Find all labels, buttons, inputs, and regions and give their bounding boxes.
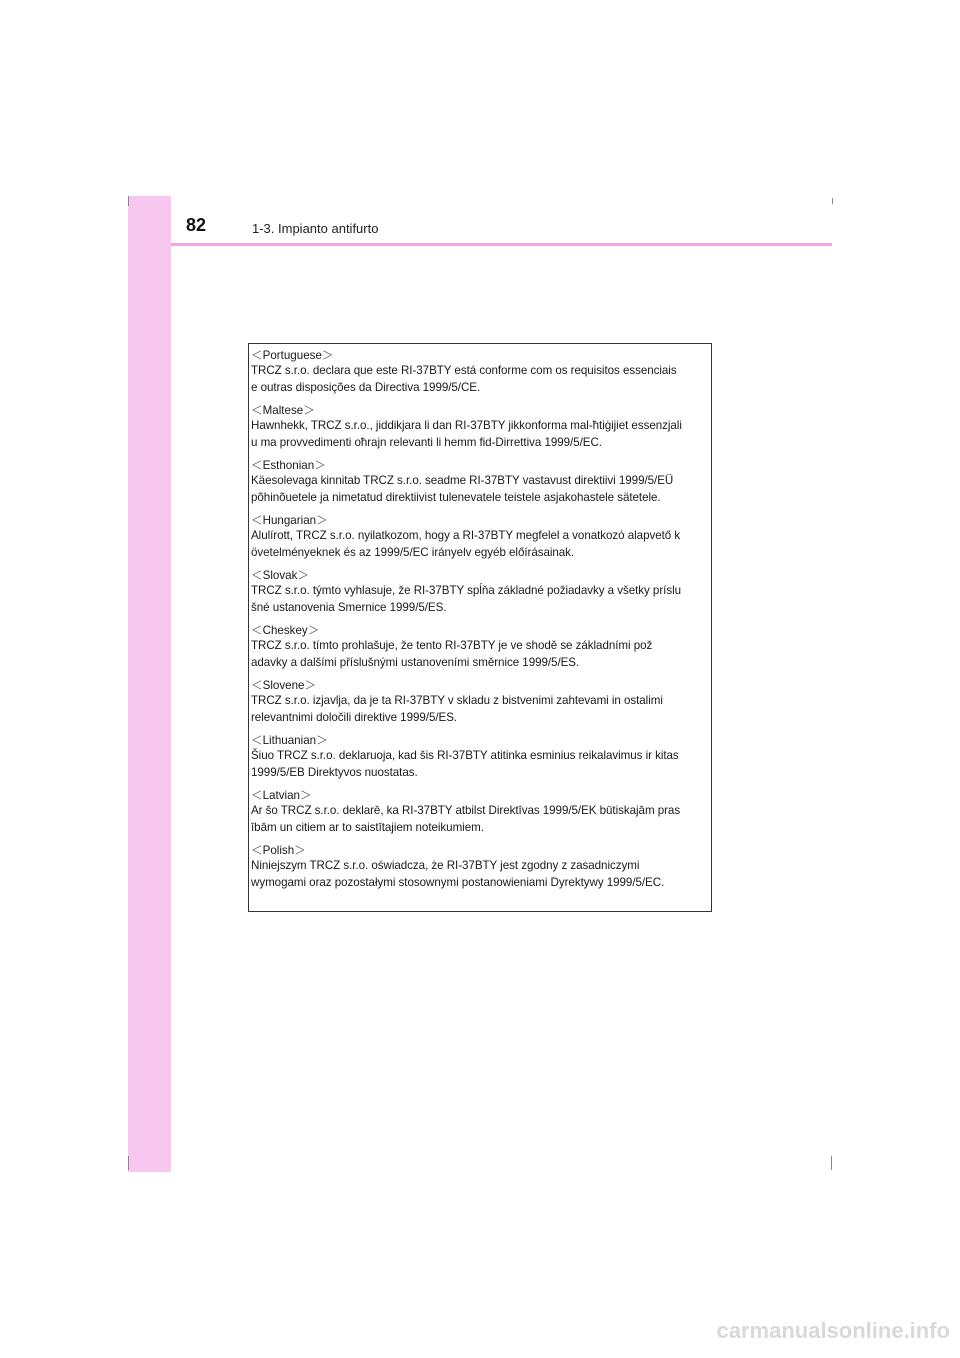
language-heading: ＜Polish＞ [251,844,306,857]
declaration-text: Niniejszym TRCZ s.r.o. oświadcza, że RI-37BTY jest zgodny z zasadniczymi wymogami oraz pozostałymi stosownymi postanowieniami Dyrektywy 1999/5/EC. [251,859,665,889]
language-heading: ＜Slovene＞ [251,679,317,692]
header-divider [171,243,832,246]
declaration-hungarian [251,513,711,561]
declaration-portuguese [251,348,711,396]
section-title: 1-3. Impianto antifurto [252,221,379,236]
declaration-text: Käesolevaga kinnitab TRCZ s.r.o. seadme RI-37BTY vastavust direktiivi 1999/5/EÜ põhinõuetele ja nimetatud direktiivist tulenevatele teistele asjakohastele sätetele. [251,474,674,504]
declaration-maltese [251,403,711,451]
declaration-latvian [251,788,711,836]
page-number: 82 [186,215,207,235]
crop-mark-top-left [128,196,129,206]
declaration-esthonian [251,458,711,506]
language-heading: ＜Lithuanian＞ [251,734,328,747]
section-side-band [128,196,171,1172]
language-heading: ＜Slovak＞ [251,569,309,582]
crop-mark-top-right [832,198,833,204]
declaration-box [248,343,712,912]
crop-mark-bottom-left [128,1156,129,1170]
language-heading: ＜Hungarian＞ [251,514,328,527]
language-heading: ＜Esthonian＞ [251,459,326,472]
crop-mark-bottom-right [831,1156,832,1170]
declaration-slovak [251,568,711,616]
declaration-lithuanian [251,733,711,781]
declaration-text: TRCZ s.r.o. tímto prohlašuje, že tento RI-37BTY je ve shodě se základními pož adavky a dalšími příslušnými ustanoveními směrnice 1999/5/ES. [251,639,653,669]
declaration-text: TRCZ s.r.o. týmto vyhlasuje, že RI-37BTY spĺňa základné požiadavky a všetky príslu šné ustanovenia Smernice 1999/5/ES. [251,584,681,614]
declaration-text: Alulírott, TRCZ s.r.o. nyilatkozom, hogy a RI-37BTY megfelel a vonatkozó alapvető k övetelményeknek és az 1999/5/EC irányelv egyéb előírásainak. [251,529,681,559]
language-heading: ＜Latvian＞ [251,789,312,802]
language-heading: ＜Cheskey＞ [251,624,320,637]
declaration-text: TRCZ s.r.o. declara que este RI-37BTY está conforme com os requisitos essenciais e outras disposições da Directiva 1999/5/CE. [251,364,677,394]
declaration-text: Šiuo TRCZ s.r.o. deklaruoja, kad šis RI-37BTY atitinka esminius reikalavimus ir kitas 1999/5/EB Direktyvos nuostatas. [251,749,679,779]
declaration-polish [251,843,711,891]
declaration-slovene [251,678,711,726]
watermark: carmanualsonline.info [716,1318,950,1343]
declaration-text: Hawnhekk, TRCZ s.r.o., jiddikjara li dan RI-37BTY jikkonforma mal-ħtiġijiet essenzjali u ma provvedimenti oħrajn relevanti li hemm fid-Dirrettiva 1999/5/EC. [251,419,682,449]
declaration-text: Ar šo TRCZ s.r.o. deklarē, ka RI-37BTY atbilst Direktīvas 1999/5/EK būtiskajām pras ībām un citiem ar to saistītajiem noteikumiem. [251,804,681,834]
language-heading: ＜Portuguese＞ [251,349,334,362]
language-heading: ＜Maltese＞ [251,404,315,417]
declaration-text: TRCZ s.r.o. izjavlja, da je ta RI-37BTY v skladu z bistvenimi zahtevami in ostalimi relevantnimi določili direktive 1999/5/ES. [251,694,663,724]
declaration-cheskey [251,623,711,671]
